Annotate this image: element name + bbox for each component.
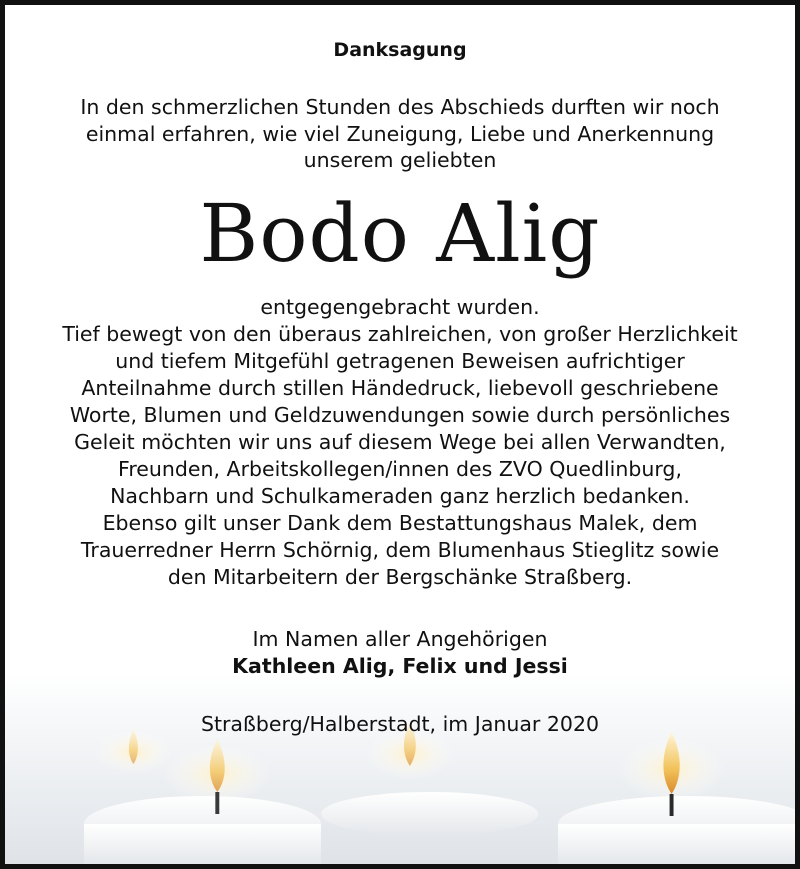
closing-block [5, 626, 795, 680]
candles-illustration [5, 674, 795, 864]
deceased-name: Bodo Alig [199, 187, 601, 280]
body-line: Trauerredner Herrn Schörnig, dem Blumenhaus Stieglitz sowie [80, 538, 720, 562]
body-line: Worte, Blumen und Geldzuwendungen sowie durch persönliches [69, 403, 731, 427]
body-line: Ebenso gilt unser Dank dem Bestattungshaus Malek, dem [102, 511, 698, 535]
intro-line: unserem geliebten [303, 148, 497, 172]
intro-text [5, 94, 795, 174]
body-line: entgegengebracht wurden. [260, 295, 540, 319]
family-names: Kathleen Alig, Felix und Jessi [232, 654, 568, 678]
body-line: und tiefem Mitgefühl getragenen Beweisen aufrichtiger [115, 349, 685, 373]
body-line: Nachbarn und Schulkameraden ganz herzlich bedanken. [110, 484, 690, 508]
intro-line: In den schmerzlichen Stunden des Abschieds durften wir noch [80, 95, 720, 119]
intro-line: einmal erfahren, wie viel Zuneigung, Liebe und Anerkennung [85, 121, 715, 146]
candles-image [5, 674, 795, 864]
body-line: Geleit möchten wir uns auf diesem Wege bei allen Verwandten, [74, 430, 726, 454]
notice-heading: Danksagung [333, 39, 467, 61]
body-line: Tief bewegt von den überaus zahlreichen, von großer Herzlichkeit [62, 322, 738, 346]
body-text [5, 294, 795, 591]
body-line: Anteilnahme durch stillen Händedruck, liebevoll geschriebene [81, 376, 719, 400]
place-date: Straßberg/Halberstadt, im Januar 2020 [200, 712, 600, 736]
body-line: den Mitarbeitern der Bergschänke Straßberg. [167, 565, 633, 589]
closing-lead: Im Namen aller Angehörigen [252, 627, 548, 651]
body-line: Freunden, Arbeitskollegen/innen des ZVO Quedlinburg, [118, 457, 682, 481]
